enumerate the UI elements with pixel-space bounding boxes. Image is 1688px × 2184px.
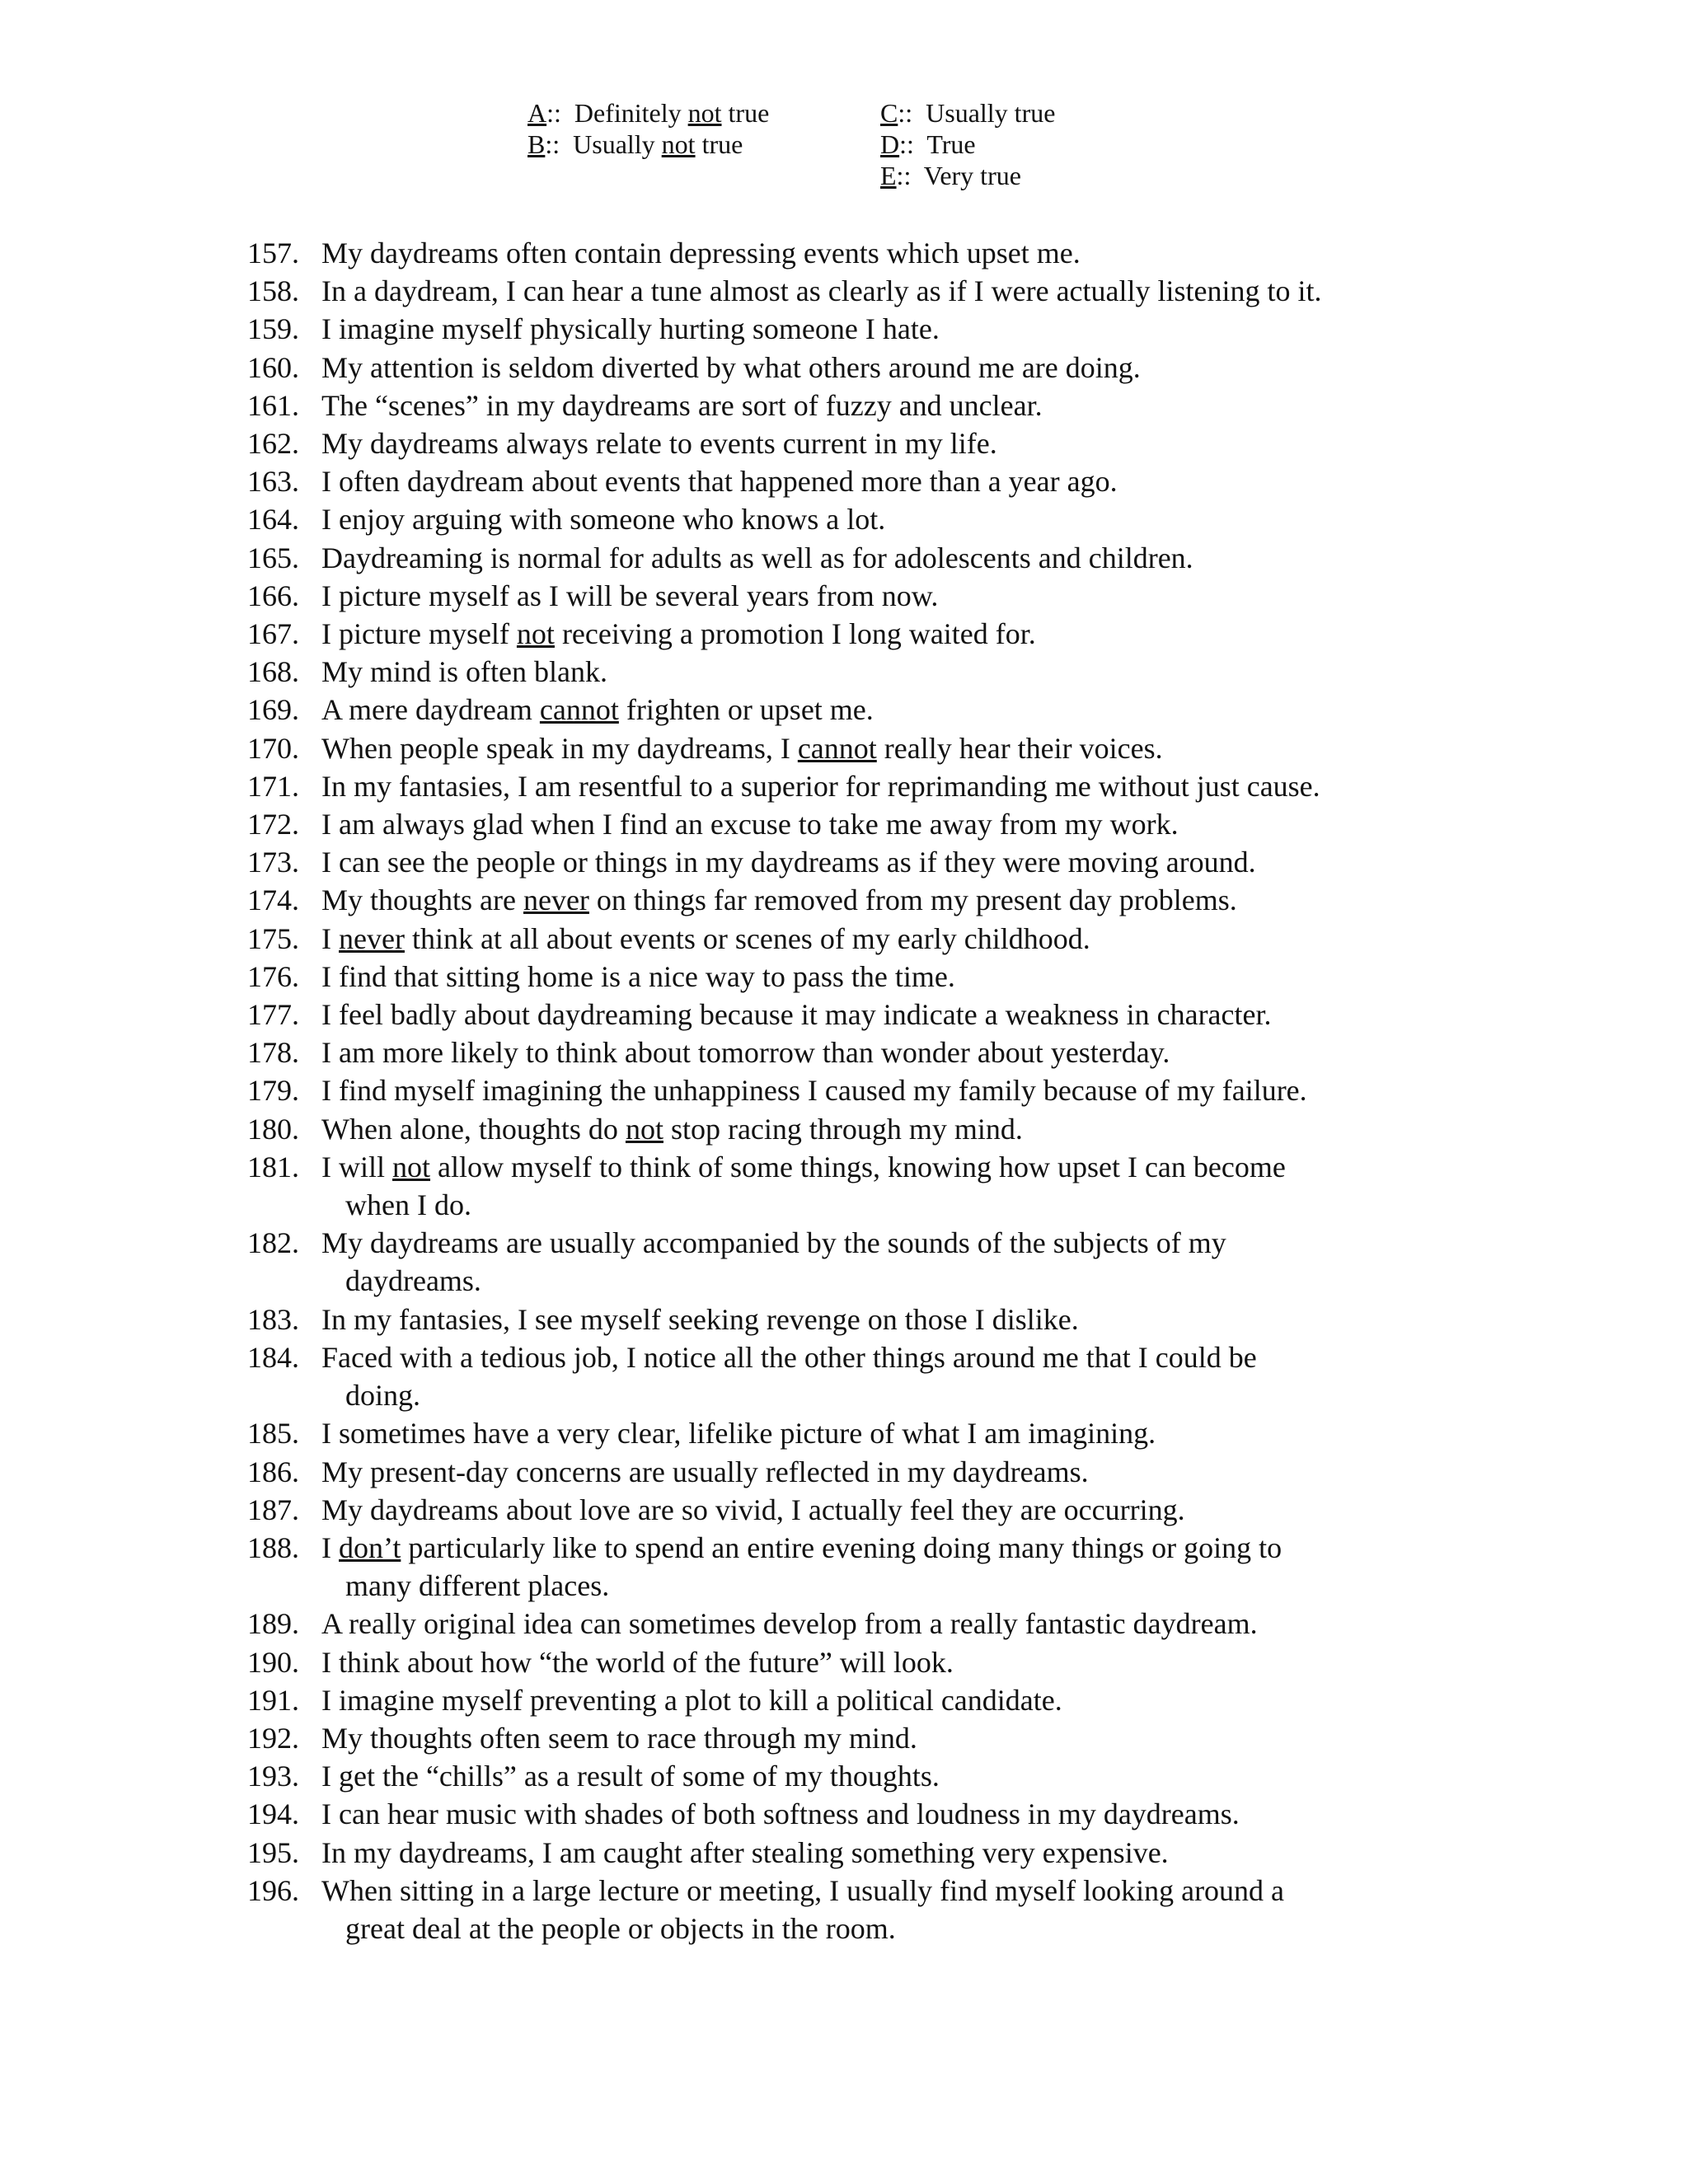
question-text (321, 234, 1484, 272)
question-text (321, 310, 1484, 348)
question-text (321, 1071, 1484, 1109)
question-line (321, 691, 1484, 729)
emphasized-word: never (523, 883, 589, 917)
text-run: I imagine myself physically hurting someone I hate. (321, 312, 940, 346)
emphasized-word: not (625, 1112, 663, 1146)
question-item (247, 1453, 1484, 1491)
question-item (247, 1224, 1484, 1300)
text-run: My thoughts are (321, 883, 523, 917)
response-label (924, 161, 1021, 190)
response-separator: :: (546, 98, 574, 128)
text-run: I will (321, 1150, 392, 1183)
question-line (321, 1148, 1484, 1186)
question-text (321, 349, 1484, 387)
text-run: When people speak in my daydreams, I (321, 731, 798, 765)
question-text (321, 539, 1484, 577)
text-run: Daydreaming is normal for adults as well as for adolescents and children. (321, 541, 1193, 574)
text-run: A really original idea can sometimes develop from a really fantastic daydream. (321, 1607, 1258, 1641)
response-separator: :: (898, 98, 926, 128)
question-line (321, 1338, 1484, 1376)
emphasized-word: not (661, 129, 696, 159)
question-text (321, 1757, 1484, 1795)
questionnaire-items (247, 234, 1484, 1947)
question-continuation-line (321, 1376, 1484, 1414)
response-key-right (880, 97, 1055, 191)
emphasized-word: cannot (797, 731, 877, 765)
question-number: 169. (247, 693, 299, 727)
text-run: frighten or upset me. (618, 693, 874, 727)
text-run: true (695, 129, 743, 159)
question-number: 180. (247, 1112, 299, 1146)
question-text (321, 767, 1484, 805)
text-run: I feel badly about daydreaming because it may indicate a weakness in character. (321, 998, 1272, 1032)
response-separator: :: (899, 129, 927, 159)
question-item (247, 1757, 1484, 1795)
text-run: In my fantasies, I am resentful to a superior for reprimanding me without just cause. (321, 769, 1320, 803)
question-line (321, 881, 1484, 919)
question-number: 185. (247, 1417, 299, 1451)
text-run: great deal at the people or objects in the room. (345, 1911, 896, 1945)
question-line (321, 1681, 1484, 1719)
question-continuation-line (321, 1186, 1484, 1224)
text-run: My daydreams are usually accompanied by the sounds of the subjects of my (321, 1226, 1226, 1260)
question-number: 183. (247, 1302, 299, 1336)
question-number: 174. (247, 883, 299, 917)
text-run: daydreams. (345, 1264, 481, 1298)
question-text (321, 843, 1484, 881)
question-line (321, 539, 1484, 577)
text-run: many different places. (345, 1569, 610, 1603)
question-line (321, 577, 1484, 615)
question-item (247, 1414, 1484, 1452)
text-run: In my fantasies, I see myself seeking revenge on those I dislike. (321, 1302, 1079, 1336)
response-letter: C (880, 98, 898, 128)
question-item (247, 1071, 1484, 1109)
response-option-a (528, 97, 769, 129)
text-run: I find myself imagining the unhappiness I caused my family because of my failure. (321, 1074, 1307, 1108)
text-run: true (721, 98, 770, 128)
question-item (247, 996, 1484, 1033)
question-number: 184. (247, 1340, 299, 1374)
text-run: In a daydream, I can hear a tune almost as clearly as if I were actually listening to it. (321, 274, 1322, 308)
question-item (247, 653, 1484, 691)
question-item (247, 272, 1484, 310)
question-line (321, 1033, 1484, 1071)
question-line (321, 843, 1484, 881)
question-item (247, 1643, 1484, 1681)
response-letter: A (528, 98, 547, 128)
text-run: My daydreams always relate to events current in my life. (321, 427, 997, 461)
question-line (321, 615, 1484, 653)
question-text (321, 1033, 1484, 1071)
question-text (321, 1414, 1484, 1452)
question-line (321, 500, 1484, 538)
text-run: I (321, 921, 339, 955)
question-number: 162. (247, 427, 299, 461)
question-item (247, 615, 1484, 653)
text-run: doing. (345, 1379, 421, 1413)
text-run: particularly like to spend an entire evening doing many things or going to (401, 1530, 1282, 1564)
question-continuation-line (321, 1567, 1484, 1605)
question-number: 179. (247, 1074, 299, 1108)
question-item (247, 729, 1484, 767)
question-continuation-line (321, 1910, 1484, 1947)
question-item (247, 1605, 1484, 1643)
question-text (321, 1148, 1484, 1224)
question-item (247, 958, 1484, 996)
question-line (321, 729, 1484, 767)
text-run: I think about how “the world of the future” will look. (321, 1645, 954, 1679)
question-item (247, 424, 1484, 462)
question-line (321, 958, 1484, 996)
question-line (321, 272, 1484, 310)
question-number: 177. (247, 998, 299, 1032)
question-text (321, 462, 1484, 500)
question-number: 168. (247, 655, 299, 689)
question-text (321, 1224, 1484, 1300)
question-line (321, 1872, 1484, 1910)
response-option-b (528, 129, 769, 160)
question-continuation-line (321, 1262, 1484, 1300)
question-number: 188. (247, 1530, 299, 1564)
question-item (247, 1529, 1484, 1605)
question-text (321, 500, 1484, 538)
text-run: Usually true (926, 98, 1056, 128)
text-run: My mind is often blank. (321, 655, 607, 689)
text-run: Usually (573, 129, 662, 159)
question-number: 164. (247, 503, 299, 537)
question-line (321, 1301, 1484, 1338)
text-run: A mere daydream (321, 693, 540, 727)
question-text (321, 1491, 1484, 1529)
text-run: Very true (923, 161, 1021, 190)
question-line (321, 310, 1484, 348)
text-run: When alone, thoughts do (321, 1112, 626, 1146)
question-number: 161. (247, 388, 299, 422)
text-run: I find that sitting home is a nice way to pass the time. (321, 959, 955, 993)
question-number: 193. (247, 1760, 299, 1793)
question-item (247, 539, 1484, 577)
question-number: 160. (247, 350, 299, 384)
question-line (321, 462, 1484, 500)
text-run: really hear their voices. (876, 731, 1163, 765)
text-run: I can hear music with shades of both softness and loudness in my daydreams. (321, 1797, 1240, 1831)
question-number: 192. (247, 1721, 299, 1755)
question-item (247, 1110, 1484, 1148)
response-option-d (880, 129, 1055, 160)
question-number: 166. (247, 579, 299, 612)
question-text (321, 424, 1484, 462)
question-number: 178. (247, 1036, 299, 1070)
text-run: I get the “chills” as a result of some of my thoughts. (321, 1760, 940, 1793)
question-item (247, 577, 1484, 615)
question-item (247, 500, 1484, 538)
question-line (321, 1491, 1484, 1529)
question-line (321, 1757, 1484, 1795)
question-text (321, 805, 1484, 843)
text-run: I (321, 1530, 339, 1564)
question-line (321, 1605, 1484, 1643)
question-number: 187. (247, 1493, 299, 1526)
emphasized-word: don’t (339, 1530, 401, 1564)
question-item (247, 1719, 1484, 1757)
text-run: I picture myself (321, 617, 517, 651)
text-run: I often daydream about events that happened more than a year ago. (321, 465, 1118, 499)
question-text (321, 1719, 1484, 1757)
question-line (321, 1453, 1484, 1491)
text-run: My present-day concerns are usually reflected in my daydreams. (321, 1455, 1089, 1488)
question-number: 158. (247, 274, 299, 308)
question-number: 196. (247, 1873, 299, 1907)
question-item (247, 1681, 1484, 1719)
question-text (321, 920, 1484, 958)
question-text (321, 653, 1484, 691)
question-line (321, 1643, 1484, 1681)
text-run: Definitely (574, 98, 688, 128)
question-number: 170. (247, 731, 299, 765)
text-run: Faced with a tedious job, I notice all the other things around me that I could be (321, 1340, 1257, 1374)
text-run: I am always glad when I find an excuse to take me away from my work. (321, 808, 1179, 841)
question-text (321, 387, 1484, 424)
text-run: when I do. (345, 1188, 471, 1222)
response-letter: B (528, 129, 546, 159)
question-number: 190. (247, 1645, 299, 1679)
question-text (321, 1834, 1484, 1872)
question-line (321, 1795, 1484, 1833)
question-item (247, 1491, 1484, 1529)
question-number: 191. (247, 1683, 299, 1717)
question-item (247, 1338, 1484, 1414)
emphasized-word: not (687, 98, 722, 128)
question-text (321, 1338, 1484, 1414)
question-number: 182. (247, 1226, 299, 1260)
text-run: True (926, 129, 976, 159)
question-number: 186. (247, 1455, 299, 1488)
question-item (247, 767, 1484, 805)
text-run: My attention is seldom diverted by what others around me are doing. (321, 350, 1141, 384)
question-text (321, 1453, 1484, 1491)
text-run: My daydreams about love are so vivid, I actually feel they are occurring. (321, 1493, 1185, 1526)
question-text (321, 958, 1484, 996)
question-line (321, 1719, 1484, 1757)
question-number: 171. (247, 769, 299, 803)
question-line (321, 1071, 1484, 1109)
question-number: 181. (247, 1150, 299, 1183)
text-run: I picture myself as I will be several years from now. (321, 579, 939, 612)
question-line (321, 767, 1484, 805)
question-number: 195. (247, 1835, 299, 1869)
question-number: 189. (247, 1607, 299, 1641)
text-run: I can see the people or things in my daydreams as if they were moving around. (321, 846, 1256, 879)
question-text (321, 1643, 1484, 1681)
question-line (321, 234, 1484, 272)
question-text (321, 577, 1484, 615)
emphasized-word: cannot (539, 693, 619, 727)
question-item (247, 1301, 1484, 1338)
response-separator: :: (896, 161, 924, 190)
question-line (321, 1529, 1484, 1567)
response-label (573, 129, 743, 159)
question-line (321, 1110, 1484, 1148)
response-label (926, 129, 975, 159)
text-run: stop racing through my mind. (663, 1112, 1023, 1146)
question-item (247, 1148, 1484, 1224)
question-line (321, 1834, 1484, 1872)
text-run: receiving a promotion I long waited for. (554, 617, 1036, 651)
question-item (247, 691, 1484, 729)
response-option-c (880, 97, 1055, 129)
text-run: My thoughts often seem to race through my mind. (321, 1721, 917, 1755)
question-item (247, 805, 1484, 843)
question-item (247, 349, 1484, 387)
question-text (321, 881, 1484, 919)
response-letter: D (880, 129, 900, 159)
question-item (247, 920, 1484, 958)
question-item (247, 1872, 1484, 1947)
question-text (321, 996, 1484, 1033)
question-number: 165. (247, 541, 299, 574)
response-label (574, 98, 769, 128)
text-run: I sometimes have a very clear, lifelike picture of what I am imagining. (321, 1417, 1156, 1451)
question-item (247, 387, 1484, 424)
question-number: 173. (247, 846, 299, 879)
text-run: I enjoy arguing with someone who knows a lot. (321, 503, 886, 537)
question-number: 167. (247, 617, 299, 651)
text-run: In my daydreams, I am caught after stealing something very expensive. (321, 1835, 1169, 1869)
text-run: think at all about events or scenes of my early childhood. (404, 921, 1090, 955)
text-run: on things far removed from my present day problems. (588, 883, 1237, 917)
question-item (247, 310, 1484, 348)
question-line (321, 424, 1484, 462)
question-text (321, 1795, 1484, 1833)
question-line (321, 387, 1484, 424)
question-item (247, 1795, 1484, 1833)
question-item (247, 234, 1484, 272)
question-number: 176. (247, 959, 299, 993)
text-run: The “scenes” in my daydreams are sort of fuzzy and unclear. (321, 388, 1043, 422)
text-run: My daydreams often contain depressing events which upset me. (321, 237, 1081, 269)
question-item (247, 462, 1484, 500)
text-run: I am more likely to think about tomorrow than wonder about yesterday. (321, 1036, 1170, 1070)
question-text (321, 729, 1484, 767)
question-line (321, 349, 1484, 387)
emphasized-word: never (339, 921, 405, 955)
question-item (247, 1033, 1484, 1071)
question-number: 157. (247, 237, 299, 269)
question-item (247, 1834, 1484, 1872)
question-text (321, 1681, 1484, 1719)
response-option-e (880, 160, 1055, 191)
question-text (321, 272, 1484, 310)
question-text (321, 1301, 1484, 1338)
text-run: I imagine myself preventing a plot to kill a political candidate. (321, 1683, 1062, 1717)
question-number: 163. (247, 465, 299, 499)
question-text (321, 1605, 1484, 1643)
response-label (926, 98, 1055, 128)
question-number: 159. (247, 312, 299, 346)
question-text (321, 691, 1484, 729)
response-letter: E (880, 161, 897, 190)
question-line (321, 653, 1484, 691)
emphasized-word: not (392, 1150, 431, 1183)
question-text (321, 1110, 1484, 1148)
text-run: When sitting in a large lecture or meeting, I usually find myself looking around a (321, 1873, 1285, 1907)
response-key-left (528, 97, 769, 160)
question-line (321, 996, 1484, 1033)
question-line (321, 805, 1484, 843)
question-item (247, 881, 1484, 919)
question-number: 194. (247, 1797, 299, 1831)
question-text (321, 1872, 1484, 1947)
question-number: 172. (247, 808, 299, 841)
question-line (321, 920, 1484, 958)
question-line (321, 1224, 1484, 1262)
response-separator: :: (545, 129, 574, 159)
question-item (247, 843, 1484, 881)
question-text (321, 1529, 1484, 1605)
emphasized-word: not (516, 617, 555, 651)
question-number: 175. (247, 921, 299, 955)
question-text (321, 615, 1484, 653)
text-run: allow myself to think of some things, knowing how upset I can become (430, 1150, 1286, 1183)
question-line (321, 1414, 1484, 1452)
